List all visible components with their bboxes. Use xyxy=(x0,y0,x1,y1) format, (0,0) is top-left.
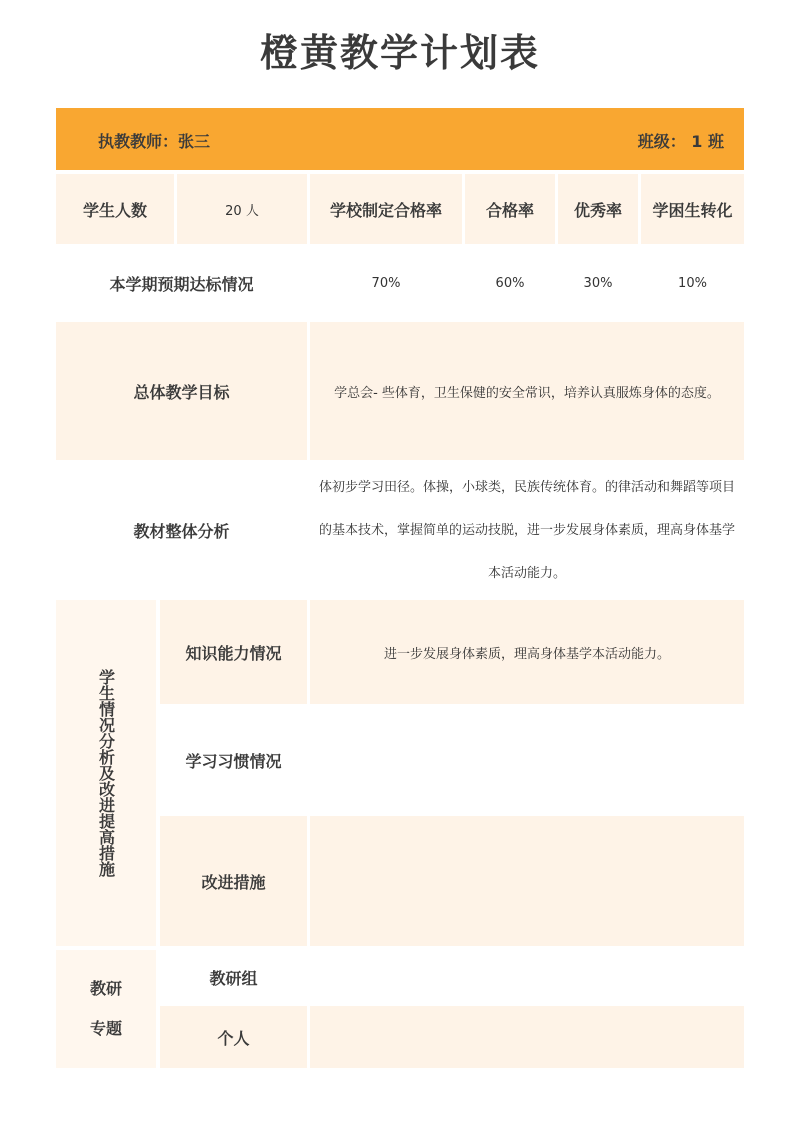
research-personal-text xyxy=(310,1006,744,1068)
analysis-section-label xyxy=(56,600,156,946)
research-section-label xyxy=(56,950,156,1068)
class-label: 班级： 1 班 xyxy=(637,132,724,151)
col-school-pass: 学校制定合格率 xyxy=(310,174,462,244)
research-personal-label: 个人 xyxy=(160,1006,307,1068)
expected-label: 本学期预期达标情况 xyxy=(109,274,254,294)
col-pass: 合格率 xyxy=(465,174,555,244)
header-bar xyxy=(56,108,744,170)
knowledge-text: 进一步发展身体素质，理高身体基学本活动能力。 xyxy=(310,600,744,704)
students-value: 20 人 xyxy=(177,174,307,244)
material-text: 体初步学习田径。体操，小球类，民族传统体育。的律活动和舞蹈等项目的基本技术，掌握简单的运动技脱，进一步发展身体素质，理高身体基学本活动能力。 xyxy=(318,479,735,581)
habit-text xyxy=(310,708,744,812)
goal-label: 总体教学目标 xyxy=(56,322,307,460)
habit-label: 学习习惯情况 xyxy=(185,751,282,771)
expected-struggle: 10% xyxy=(678,275,707,291)
improve-label: 改进措施 xyxy=(160,816,307,946)
analysis-vertical-label: 学生情况分析及改进提高措施 xyxy=(96,669,116,877)
improve-text xyxy=(310,816,744,946)
research-group-text xyxy=(310,950,744,1004)
research-group-label: 教研组 xyxy=(209,968,258,988)
goal-text: 学总会- 些体育，卫生保健的安全常识，培养认真服炼身体的态度。 xyxy=(310,322,744,460)
material-label: 教材整体分析 xyxy=(133,521,230,541)
expected-pass: 60% xyxy=(495,275,525,291)
teacher-label: 执教教师：张三 xyxy=(98,132,211,151)
col-excellent: 优秀率 xyxy=(558,174,638,244)
knowledge-label: 知识能力情况 xyxy=(160,600,307,704)
research-label-line2: 专题 xyxy=(89,1019,122,1038)
students-label: 学生人数 xyxy=(56,174,174,244)
expected-excellent: 30% xyxy=(583,275,613,291)
research-label-line1: 教研 xyxy=(89,979,122,998)
expected-school-pass: 70% xyxy=(371,275,401,291)
col-struggle: 学困生转化 xyxy=(641,174,744,244)
page-title: 橙黄教学计划表 xyxy=(259,31,540,75)
